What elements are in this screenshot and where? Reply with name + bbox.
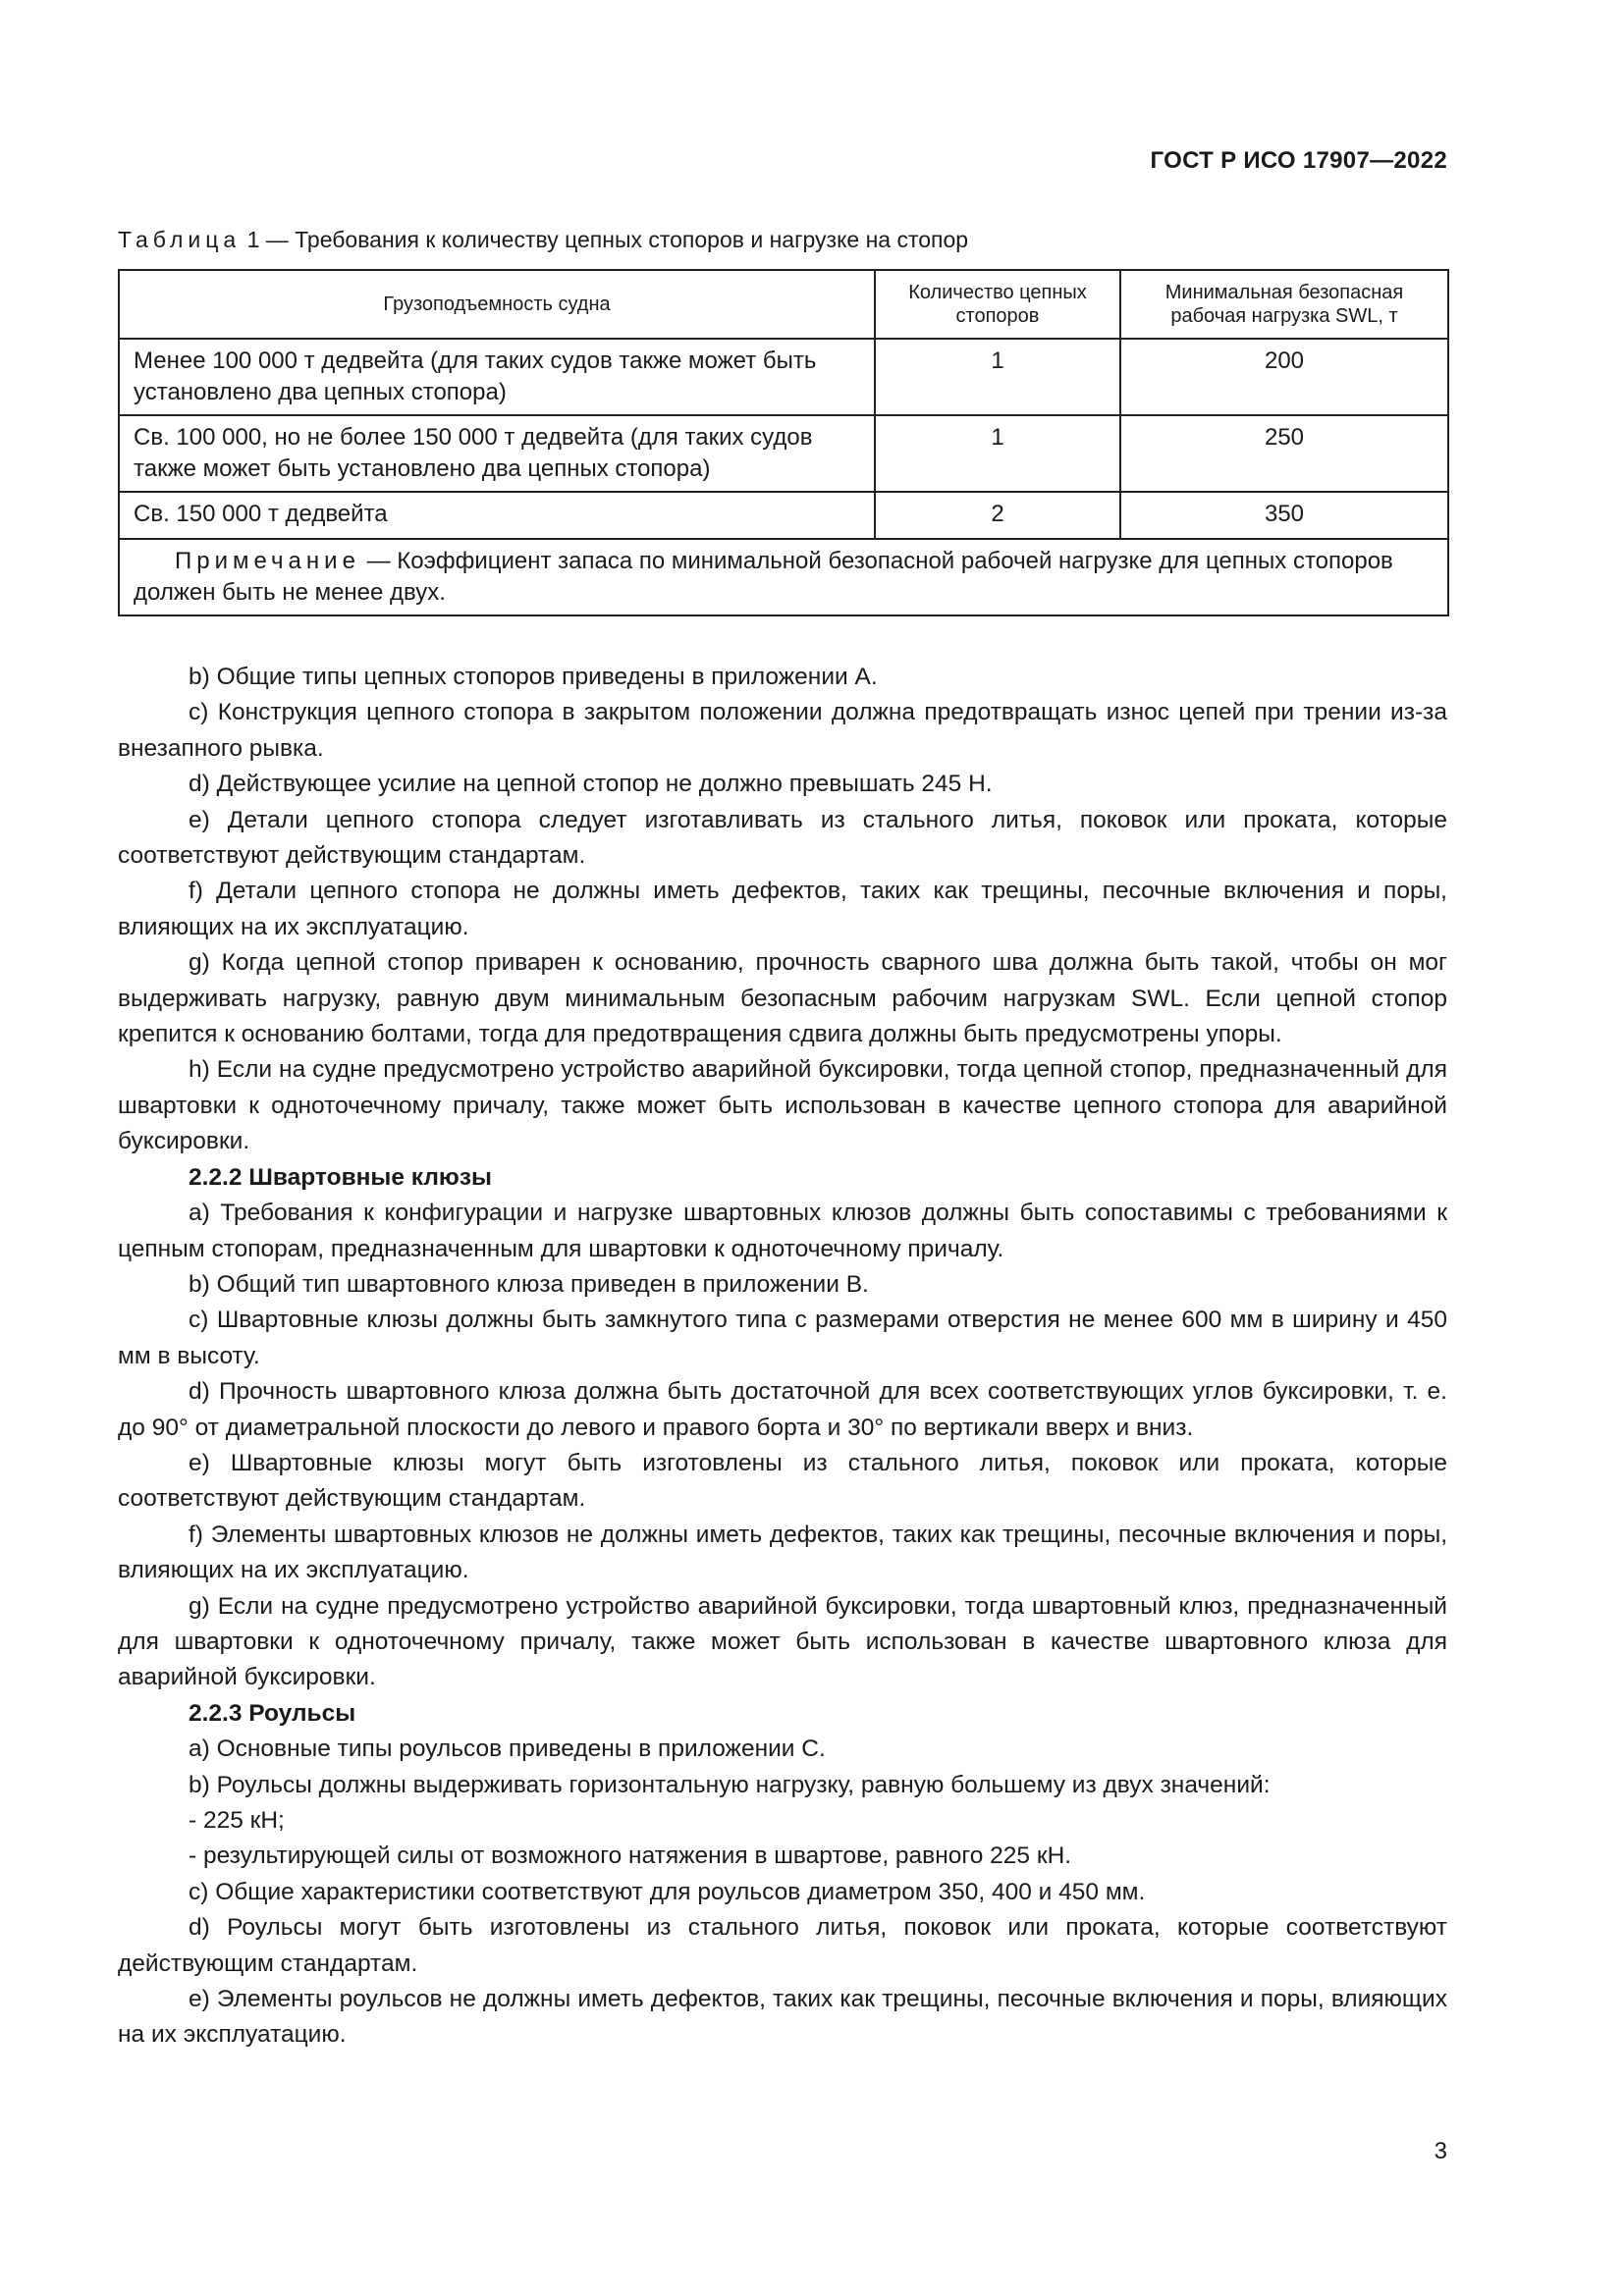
cell-swl: 200: [1120, 339, 1448, 415]
paragraph: c) Общие характеристики соответствуют для роульсов диаметром 350, 400 и 450 мм.: [189, 1878, 1146, 1905]
page-number: 3: [1434, 2138, 1447, 2164]
paragraph: a) Требования к конфигурации и нагрузке швартовных клюзов должны быть сопоставимы с требованиями к цепным стопорам, предназначенным для швартовки к одноточечному причалу.: [118, 1200, 1447, 1262]
standard-designation: ГОСТ Р ИСО 17907—2022: [1150, 147, 1447, 174]
cell-count: 1: [875, 339, 1120, 415]
section-heading: 2.2.3 Роульсы: [189, 1699, 356, 1727]
table-row: [119, 339, 1448, 415]
table-caption-text: 1 — Требования к количеству цепных стопоров и нагрузке на стопор: [241, 227, 969, 252]
paragraph: e) Детали цепного стопора следует изготавливать из стального литья, поковок или проката, которые соответствуют действующим стандартам.: [118, 806, 1447, 870]
paragraph: d) Действующее усилие на цепной стопор не должно превышать 245 Н.: [189, 771, 993, 798]
paragraph: e) Элементы роульсов не должны иметь дефектов, таких как трещины, песочные включения и поры, влияющих на их эксплуатацию.: [118, 1986, 1447, 2049]
table-note: [119, 539, 1448, 615]
column-header-count: Количество цепных стопоров: [875, 270, 1120, 339]
cell-capacity: Св. 150 000 т дедвейта: [119, 492, 875, 539]
cell-count: 2: [875, 492, 1120, 539]
paragraph: d) Роульсы могут быть изготовлены из стального литья, поковок или проката, которые соответствуют действующим стандартам.: [118, 1914, 1447, 1977]
paragraph: f) Детали цепного стопора не должны иметь дефектов, таких как трещины, песочные включения и поры, влияющих на их эксплуатацию.: [118, 878, 1447, 940]
table-row: [119, 415, 1448, 492]
column-header-capacity: Грузоподъемность судна: [119, 270, 875, 339]
cell-count: 1: [875, 415, 1120, 492]
requirements-table: [118, 269, 1449, 616]
paragraph: f) Элементы швартовных клюзов не должны иметь дефектов, таких как трещины, песочные включения и поры, влияющих на их эксплуатацию.: [118, 1521, 1447, 1584]
paragraph: h) Если на судне предусмотрено устройство аварийной буксировки, тогда цепной стопор, предназначенный для швартовки к одноточечному причалу, также может быть использован в качестве цепного стопора для аварийной буксировки.: [118, 1056, 1447, 1155]
paragraph: b) Общий тип швартовного клюза приведен в приложении В.: [189, 1270, 869, 1298]
paragraph: c) Швартовные клюзы должны быть замкнутого типа с размерами отверстия не менее 600 мм в ширину и 450 мм в высоту.: [118, 1307, 1447, 1369]
cell-capacity: Св. 100 000, но не более 150 000 т дедвейта (для таких судов также может быть установлено два цепных стопора): [119, 415, 875, 492]
table-note-row: [119, 539, 1448, 615]
section-heading: 2.2.2 Швартовные клюзы: [189, 1163, 492, 1191]
cell-swl: 350: [1120, 492, 1448, 539]
paragraph: c) Конструкция цепного стопора в закрытом положении должна предотвращать износ цепей при трении из-за внезапного рывка.: [118, 699, 1447, 762]
table-header-row: [119, 270, 1448, 339]
paragraph: g) Когда цепной стопор приварен к основанию, прочность сварного шва должна быть такой, чтобы он мог выдерживать нагрузку, равную двум минимальным безопасным рабочим нагрузкам SWL. Если цепной стопор крепится к основанию болтами, тогда для предотвращения сдвига должны быть предусмотрены упоры.: [118, 949, 1447, 1048]
cell-capacity: Менее 100 000 т дедвейта (для таких судов также может быть установлено два цепных стопора): [119, 339, 875, 415]
list-item: - 225 кН;: [189, 1807, 285, 1834]
paragraph: b) Общие типы цепных стопоров приведены в приложении А.: [189, 664, 878, 690]
column-header-swl: Минимальная безопасная рабочая нагрузка SWL, т: [1120, 270, 1448, 339]
paragraph: e) Швартовные клюзы могут быть изготовлены из стального литья, поковок или проката, которые соответствуют действующим стандартам.: [118, 1449, 1447, 1513]
list-item: - результирующей силы от возможного натяжения в швартове, равного 225 кН.: [189, 1842, 1072, 1870]
paragraph: b) Роульсы должны выдерживать горизонтальную нагрузку, равную большему из двух значений:: [189, 1771, 1271, 1798]
paragraph: d) Прочность швартовного клюза должна быть достаточной для всех соответствующих углов буксировки, т. е. до 90° от диаметральной плоскости до левого и правого борта и 30° по вертикали вверх и вниз.: [118, 1378, 1447, 1441]
table-caption: [118, 227, 968, 253]
table-note-prefix: Примечание: [175, 548, 360, 574]
table-caption-prefix: Таблица: [118, 227, 242, 252]
table-note-text: — Коэффициент запаса по минимальной безопасной рабочей нагрузке для цепных стопоров должен быть не менее двух.: [134, 548, 1393, 606]
table-row: [119, 492, 1448, 539]
cell-swl: 250: [1120, 415, 1448, 492]
body-text: [118, 660, 1447, 2054]
paragraph: g) Если на судне предусмотрено устройство аварийной буксировки, тогда швартовный клюз, предназначенный для швартовки к одноточечному причалу, также может быть использован в качестве швартовного клюза для аварийной буксировки.: [118, 1592, 1447, 1691]
paragraph: a) Основные типы роульсов приведены в приложении С.: [189, 1735, 826, 1763]
